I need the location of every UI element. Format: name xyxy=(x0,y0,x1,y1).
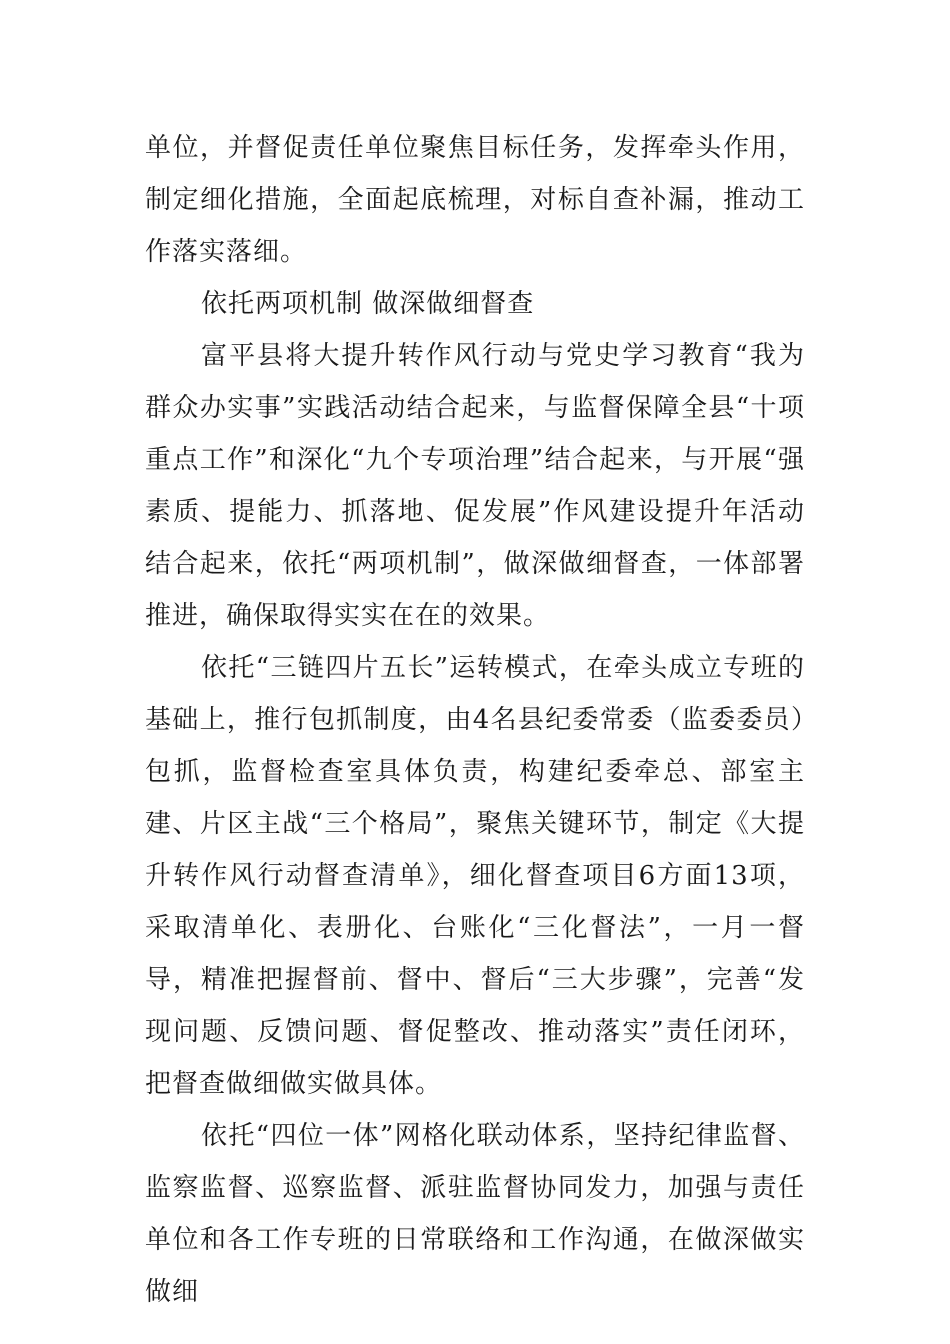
paragraph-body-3: 依托“四位一体”网格化联动体系，坚持纪律监督、监察监督、巡察监督、派驻监督协同发力，加强与责任单位和各工作专班的日常联络和工作沟通，在做深做实做细 xyxy=(145,1121,805,1307)
paragraph-body-1: 富平县将大提升转作风行动与党史学习教育“我为群众办实事”实践活动结合起来，与监督保障全县“十项重点工作”和深化“九个专项治理”结合起来，与开展“强素质、提能力、抓落地、促发展”作风建设提升年活动结合起来，依托“两项机制”，做深做细督查，一体部署推进，确保取得实实在在的效果。 xyxy=(145,341,805,631)
paragraph-continuation: 单位，并督促责任单位聚焦目标任务，发挥牵头作用，制定细化措施，全面起底梳理，对标自查补漏，推动工作落实落细。 xyxy=(145,133,805,267)
document-body xyxy=(145,122,805,1318)
section-subheading: 依托两项机制 做深做细督查 xyxy=(201,289,535,319)
paragraph-body-2: 依托“三链四片五长”运转模式，在牵头成立专班的基础上，推行包抓制度，由4名县纪委常委（监委委员）包抓，监督检查室具体负责，构建纪委牵总、部室主建、片区主战“三个格局”，聚焦关键环节，制定《大提升转作风行动督查清单》，细化督查项目6方面13项，采取清单化、表册化、台账化“三化督法”，一月一督导，精准把握督前、督中、督后“三大步骤”，完善“发现问题、反馈问题、督促整改、推动落实”责任闭环，把督查做细做实做具体。 xyxy=(145,653,805,1099)
